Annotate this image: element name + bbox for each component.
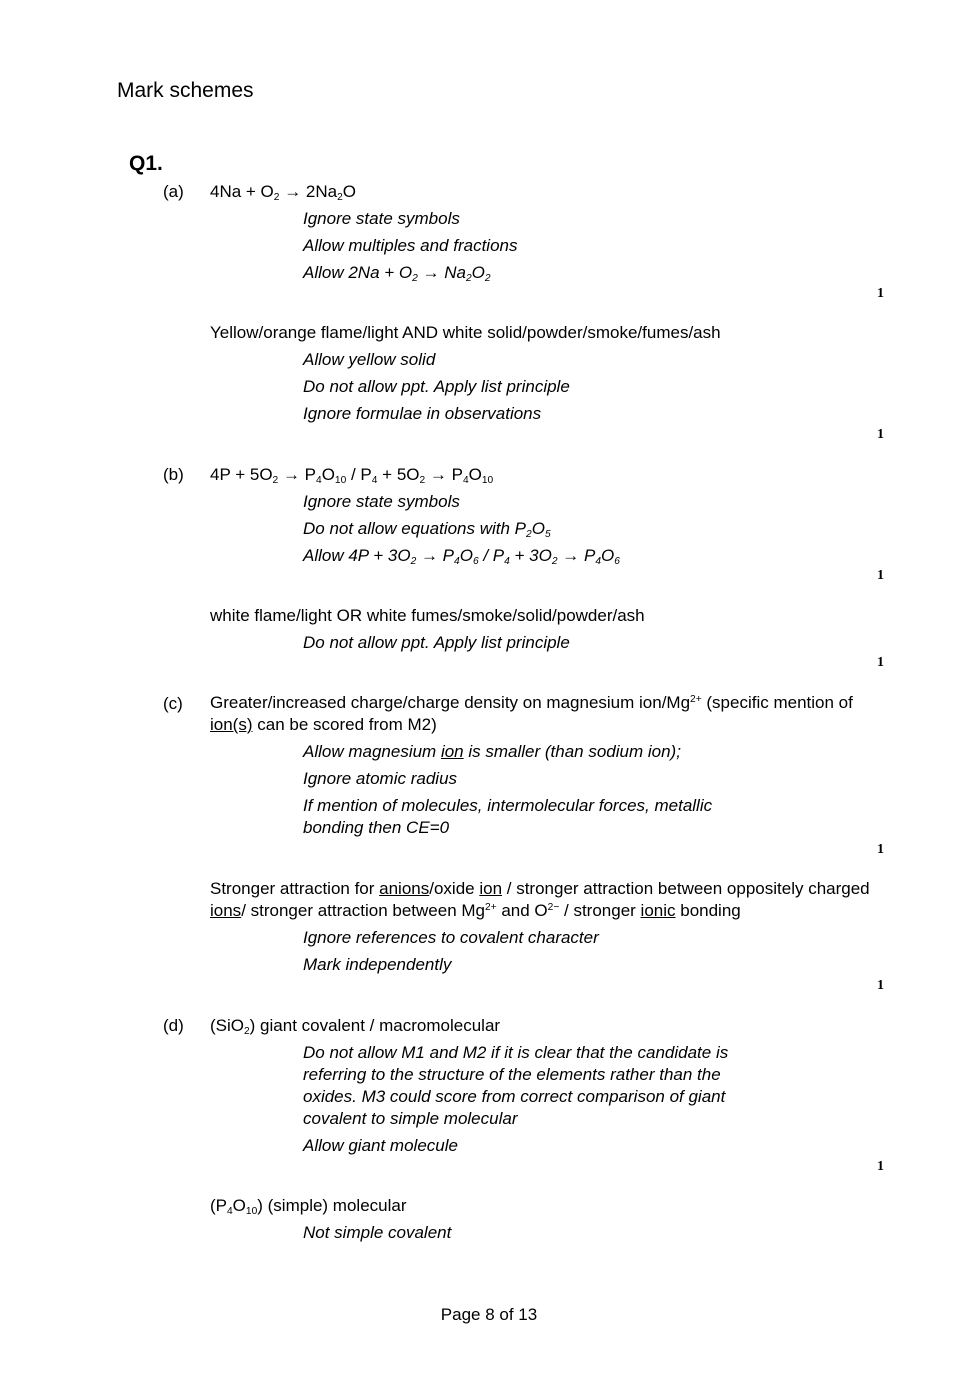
part-b-m2-note: Do not allow ppt. Apply list principle xyxy=(303,633,570,652)
mark-value: 1 xyxy=(877,978,884,993)
part-a-m1-equation: 4Na + O2 → 2Na2O xyxy=(210,182,357,204)
page-number: Page 8 of 13 xyxy=(440,1305,538,1324)
part-d-label: (d) xyxy=(163,1016,184,1035)
mark-value: 1 xyxy=(877,1159,884,1174)
part-b-m1-note-formula: Do not allow equations with P2O5 xyxy=(303,519,551,541)
mark-value: 1 xyxy=(877,427,884,442)
part-c-m2-answer: Stronger attraction for anions/oxide ion / stronger attraction between oppositely charged ions/ stronger attraction between $Mg^{2+}$ and $O^{2-}$ / stronger ionic bonding xyxy=(210,879,870,920)
question-number: Q1. xyxy=(129,152,163,175)
part-b-m1-note-equation: Allow 4P + 3O2 → P4O6 / P4 + 3O2 → P4O6 xyxy=(303,546,620,568)
part-a-m1-note: Allow multiples and fractions xyxy=(303,236,518,255)
page-heading: Mark schemes xyxy=(117,79,254,102)
part-d-m1-note: Allow giant molecule xyxy=(303,1136,458,1155)
part-d-m1-note: Do not allow M1 and M2 if it is clear that the candidate is referring to the structure of the elements rather than the oxides. M3 could score from correct comparison of giant covalent to simple molecular xyxy=(303,1043,729,1128)
mark-value: 1 xyxy=(877,655,884,670)
part-a-label: (a) xyxy=(163,182,184,201)
part-a-m1-note: Ignore state symbols xyxy=(303,209,460,228)
part-c-m1-note: If mention of molecules, intermolecular forces, metallic bonding then CE=0 xyxy=(303,796,713,837)
part-b-label: (b) xyxy=(163,465,184,484)
part-b-m1-note: Ignore state symbols xyxy=(303,492,460,511)
mark-value: 1 xyxy=(877,842,884,857)
part-c-m2-note: Mark independently xyxy=(303,955,452,974)
part-d-m2-answer: (P4O10) (simple) molecular xyxy=(210,1196,407,1218)
part-a-m2-note: Allow yellow solid xyxy=(303,350,436,369)
part-a-m2-answer: Yellow/orange flame/light AND white solid/powder/smoke/fumes/ash xyxy=(210,323,721,342)
part-c-m1-note: Allow magnesium ion is smaller (than sodium ion); xyxy=(303,742,681,761)
part-a-m2-note: Do not allow ppt. Apply list principle xyxy=(303,377,570,396)
part-d-m2-note: Not simple covalent xyxy=(303,1223,452,1242)
part-b-m1-equation: 4P + 5O2 → P4O10 / P4 + 5O2 → P4O10 xyxy=(210,465,494,487)
part-a-m2-note: Ignore formulae in observations xyxy=(303,404,542,423)
part-a-m1-note-equation: Allow 2Na + O2 → Na2O2 xyxy=(303,263,491,285)
part-c-m1-answer: Greater/increased charge/charge density on magnesium ion/$Mg^{2+}$ (specific mention of ion(s) can be scored from M2) xyxy=(210,693,853,734)
part-d-m1-answer: (SiO2) giant covalent / macromolecular xyxy=(210,1016,501,1038)
part-b-m2-answer: white flame/light OR white fumes/smoke/solid/powder/ash xyxy=(210,606,645,625)
part-c-label: (c) xyxy=(163,694,183,713)
mark-value: 1 xyxy=(877,568,884,583)
part-c-m2-note: Ignore references to covalent character xyxy=(303,928,599,947)
part-c-m1-note: Ignore atomic radius xyxy=(303,769,458,788)
mark-value: 1 xyxy=(877,286,884,301)
